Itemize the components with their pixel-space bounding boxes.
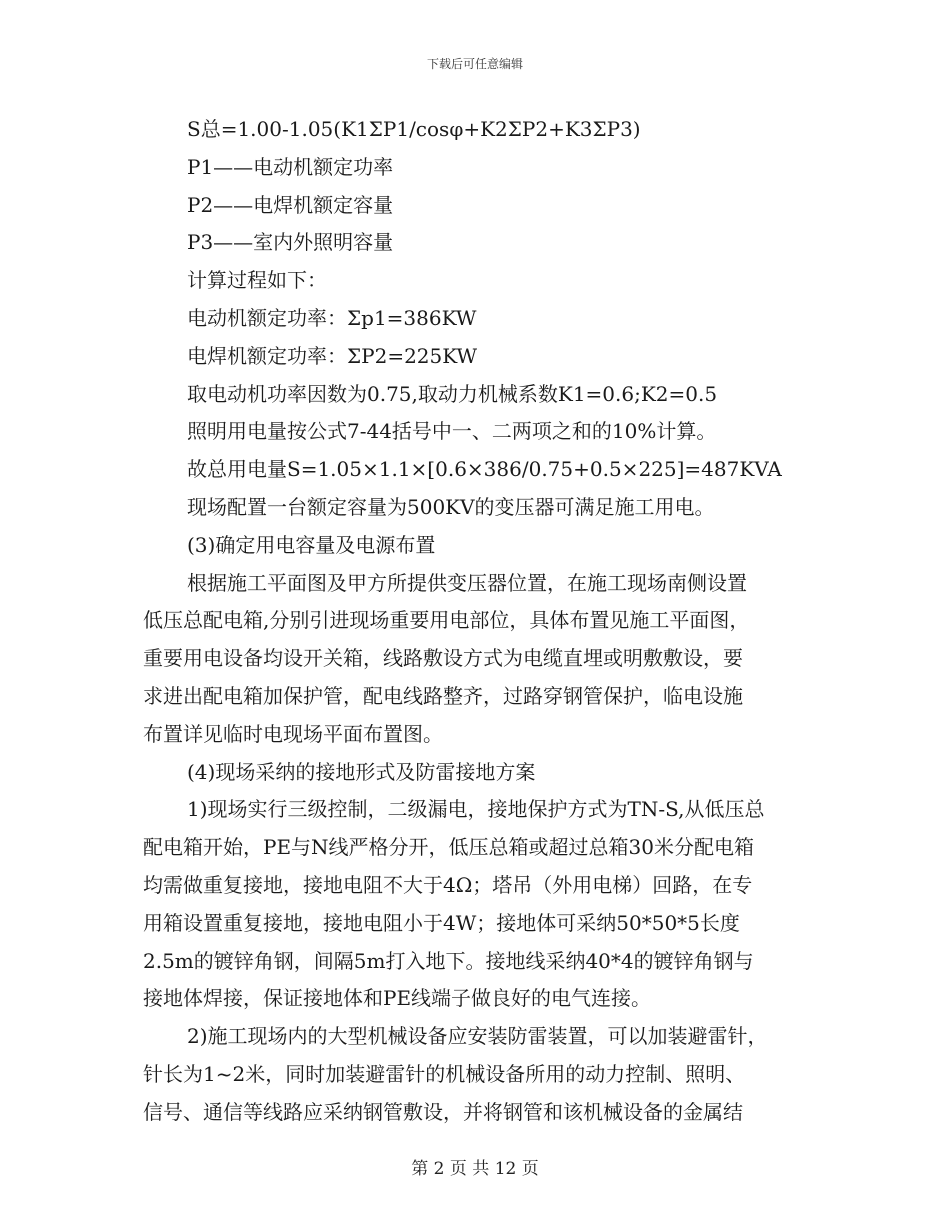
definition-line: P2——电焊机额定容量 bbox=[187, 192, 394, 217]
paragraph-line: 现场配置一台额定容量为500KV的变压器可满足施工用电。 bbox=[187, 494, 715, 519]
document-body bbox=[143, 111, 813, 1132]
paragraph-line: 电焊机额定功率：ΣP2=225KW bbox=[187, 343, 478, 368]
paragraph-line: 配电箱开始，PE与N线严格分开，低压总箱或超过总箱30米分配电箱 bbox=[143, 835, 755, 860]
definition-line: P3——室内外照明容量 bbox=[187, 230, 394, 255]
paragraph-line: 照明用电量按公式7-44括号中一、二两项之和的10%计算。 bbox=[187, 419, 717, 444]
paragraph-line: 根据施工平面图及甲方所提供变压器位置，在施工现场南侧设置 bbox=[187, 570, 747, 595]
page-footer: 第 2 页 共 12 页 bbox=[411, 1159, 539, 1179]
paragraph-line: 均需做重复接地，接地电阻不大于4Ω；塔吊（外用电梯）回路，在专 bbox=[143, 872, 753, 897]
paragraph-line: 针长为1~2米，同时加装避雷针的机械设备所用的动力控制、照明、 bbox=[143, 1061, 746, 1086]
paragraph-line: 低压总配电箱,分别引进现场重要用电部位，具体布置见施工平面图， bbox=[143, 608, 750, 633]
paragraph-line: 布置详见临时电现场平面布置图。 bbox=[143, 721, 443, 746]
paragraph-line: 2.5m的镀锌角钢，间隔5m打入地下。接地线采纳40*4的镀锌角钢与 bbox=[143, 948, 754, 973]
paragraph-line: 1)现场实行三级控制，二级漏电，接地保护方式为TN-S,从低压总 bbox=[187, 797, 765, 822]
paragraph-line: 故总用电量S=1.05×1.1×[0.6×386/0.75+0.5×225]=487KVA bbox=[187, 457, 782, 482]
paragraph-line: 计算过程如下： bbox=[187, 268, 327, 293]
definition-line: P1——电动机额定功率 bbox=[187, 154, 394, 179]
paragraph-line: 信号、通信等线路应采纳钢管敷设，并将钢管和该机械设备的金属结 bbox=[143, 1099, 743, 1124]
section-heading: (3)确定用电容量及电源布置 bbox=[187, 532, 436, 557]
paragraph-line: 重要用电设备均设开关箱，线路敷设方式为电缆直埋或明敷敷设，要 bbox=[143, 646, 743, 671]
paragraph-line: 接地体焊接，保证接地体和PE线端子做良好的电气连接。 bbox=[143, 986, 652, 1011]
paragraph-line: 取电动机功率因数为0.75,取动力机械系数K1=0.6;K2=0.5 bbox=[187, 381, 718, 406]
paragraph-line: 用箱设置重复接地，接地电阻小于4W；接地体可采纳50*50*5长度 bbox=[143, 910, 740, 935]
paragraph-line: 电动机额定功率：Σp1=386KW bbox=[187, 305, 477, 330]
section-heading: (4)现场采纳的接地形式及防雷接地方案 bbox=[187, 759, 536, 784]
page-header: 下载后可任意编辑 bbox=[426, 57, 523, 71]
paragraph-line: 求进出配电箱加保护管，配电线路整齐，过路穿钢管保护，临电设施 bbox=[143, 683, 743, 708]
formula-line: S总=1.00-1.05(K1ΣP1/cosφ+K2ΣP2+K3ΣP3) bbox=[187, 117, 641, 141]
paragraph-line: 2)施工现场内的大型机械设备应安装防雷装置，可以加装避雷针， bbox=[187, 1024, 768, 1049]
